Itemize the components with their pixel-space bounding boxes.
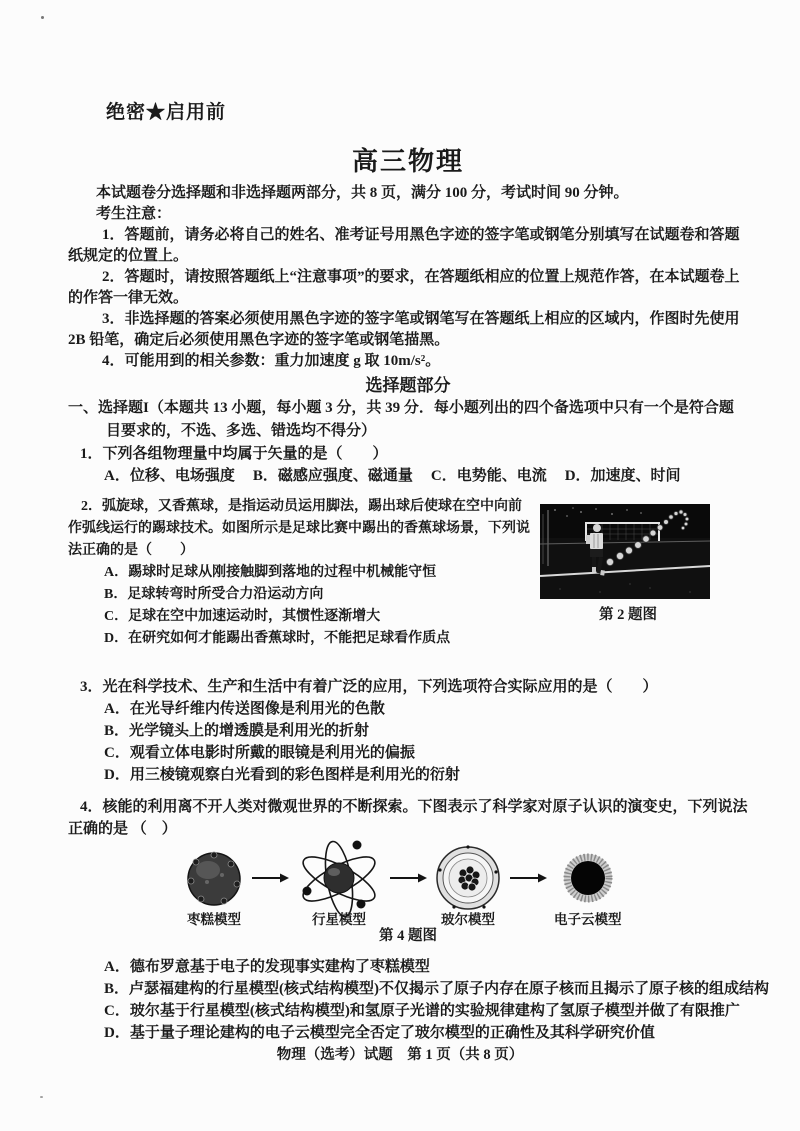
option-d: D．在研究如何才能踢出香蕉球时，不能把足球看作质点: [104, 631, 451, 646]
planetary-model-icon: [296, 838, 382, 918]
plum-pudding-model-icon: [184, 848, 244, 908]
question-2-text: [68, 496, 530, 650]
section-part-note: 一、选择题I（本题共 13 小题，每小题 3 分，共 39 分．每小题列出的四个备选项中只有一个是符合题目要求的，不选、多选、错选均不得分）: [68, 400, 734, 439]
notice-item-4: 4．可能用到的相关参数：重力加速度 g 取 10m/s²。: [102, 353, 441, 369]
exam-intro: 本试题卷分选择题和非选择题两部分，共 8 页，满分 100 分，考试时间 90 分钟。: [96, 185, 629, 201]
question-1-stem: 1．下列各组物理量中均属于矢量的是（ ）: [80, 446, 388, 462]
question-4: [68, 796, 769, 1044]
option-a: A．位移、电场强度: [104, 468, 235, 484]
question-2-stem: 2．弧旋球，又香蕉球，是指运动员运用脚法，踢出球后使球在空中向前作弧线运行的踢球技术。如图所示是足球比赛中踢出的香蕉球场景，下列说法正确的是（ ）: [68, 499, 530, 558]
question-3-stem: 3．光在科学技术、生产和生活中有着广泛的应用，下列选项符合实际应用的是（ ）: [80, 679, 658, 695]
arrow-right-icon: [389, 872, 427, 900]
notice-item-1: 1．答题前，请务必将自己的姓名、准考证号用黑色字迹的签字笔或钢笔分别填写在试题卷和答题纸规定的位置上。: [68, 227, 740, 264]
option-b: B．光学镜头上的增透膜是利用光的折射: [104, 723, 370, 739]
model-label: 玻尔模型: [441, 912, 495, 927]
plum-pudding-model: [184, 844, 244, 928]
arrow-right-icon: [251, 872, 289, 900]
exam-title: 高三物理: [351, 147, 464, 176]
page-footer: 物理（选考）试题 第 1 页（共 8 页）: [276, 1047, 524, 1063]
electron-cloud-model-icon: [562, 852, 614, 904]
bohr-model-icon: [434, 844, 502, 912]
question-4-options: [68, 956, 769, 1044]
option-c: C．电势能、电流: [430, 468, 547, 484]
option-a: A．在光导纤维内传送图像是利用光的色散: [104, 701, 385, 717]
option-c: C．观看立体电影时所戴的眼镜是利用光的偏振: [104, 745, 415, 761]
question-3-number: 3．: [80, 679, 103, 695]
option-d: D．基于量子理论建构的电子云模型完全否定了玻尔模型的正确性及其科学研究价值: [104, 1025, 655, 1041]
question-2-figure: [540, 504, 716, 650]
bohr-model: [434, 844, 502, 928]
scan-speck: [41, 16, 44, 19]
question-4-stem: 4．核能的利用离不开人类对微观世界的不断探索。下图表示了科学家对原子认识的演变史，下列说法正确的是 （ ）: [68, 799, 748, 837]
question-2-number: 2．: [81, 499, 102, 514]
electron-cloud-model: [554, 844, 622, 928]
model-label: 电子云模型: [554, 912, 622, 927]
option-d: D．加速度、时间: [564, 468, 681, 484]
option-c: C．玻尔基于行星模型(核式结构模型)和氢原子光谱的实验规律建构了氢原子模型并做了有限推广: [104, 1003, 740, 1019]
soccer-photo: [540, 504, 710, 599]
option-b: B．足球转弯时所受合力沿运动方向: [104, 587, 324, 602]
question-2: [68, 496, 748, 650]
option-a: A．踢球时足球从刚接触脚到落地的过程中机械能守恒: [104, 565, 437, 580]
option-b: B．磁感应强度、磁通量: [252, 468, 413, 484]
figure-4-caption: 第 4 题图: [379, 928, 437, 944]
notice-item-2: 2．答题时，请按照答题纸上“注意事项”的要求，在答题纸相应的位置上规范作答，在本试题卷上的作答一律无效。: [68, 269, 740, 306]
option-a: A．德布罗意基于电子的发现事实建构了枣糕模型: [104, 959, 430, 975]
figure-2-caption: 第 2 题图: [599, 607, 657, 623]
notice-title: 考生注意：: [96, 206, 172, 222]
planetary-model: [296, 844, 382, 928]
option-b: B．卢瑟福建构的行星模型(核式结构模型)不仅揭示了原子内存在原子核而且揭示了原子核的组成结构: [104, 981, 769, 997]
question-1-options: [104, 465, 748, 487]
model-label: 枣糕模型: [187, 912, 241, 927]
classified-banner: 绝密★启用前: [106, 102, 227, 123]
section-part-title: 选择题部分: [365, 376, 451, 395]
notice-item-3: 3．非选择题的答案必须使用黑色字迹的签字笔或钢笔写在答题纸上相应的区域内，作图时先使用 2B 铅笔，确定后必须使用黑色字迹的签字笔或钢笔描黑。: [68, 311, 740, 348]
question-1-number: 1．: [80, 446, 103, 462]
notice-list: [68, 225, 748, 372]
option-d: D．用三棱镜观察白光看到的彩色图样是利用光的衍射: [104, 767, 460, 783]
option-c: C．足球在空中加速运动时，其惯性逐渐增大: [104, 609, 381, 624]
atom-models-figure: [184, 844, 748, 928]
scan-speck: [40, 1096, 43, 1098]
question-1: [68, 443, 748, 487]
question-4-number: 4．: [80, 799, 103, 815]
question-3: [68, 676, 748, 786]
model-label: 行星模型: [312, 912, 366, 927]
arrow-right-icon: [509, 872, 547, 900]
